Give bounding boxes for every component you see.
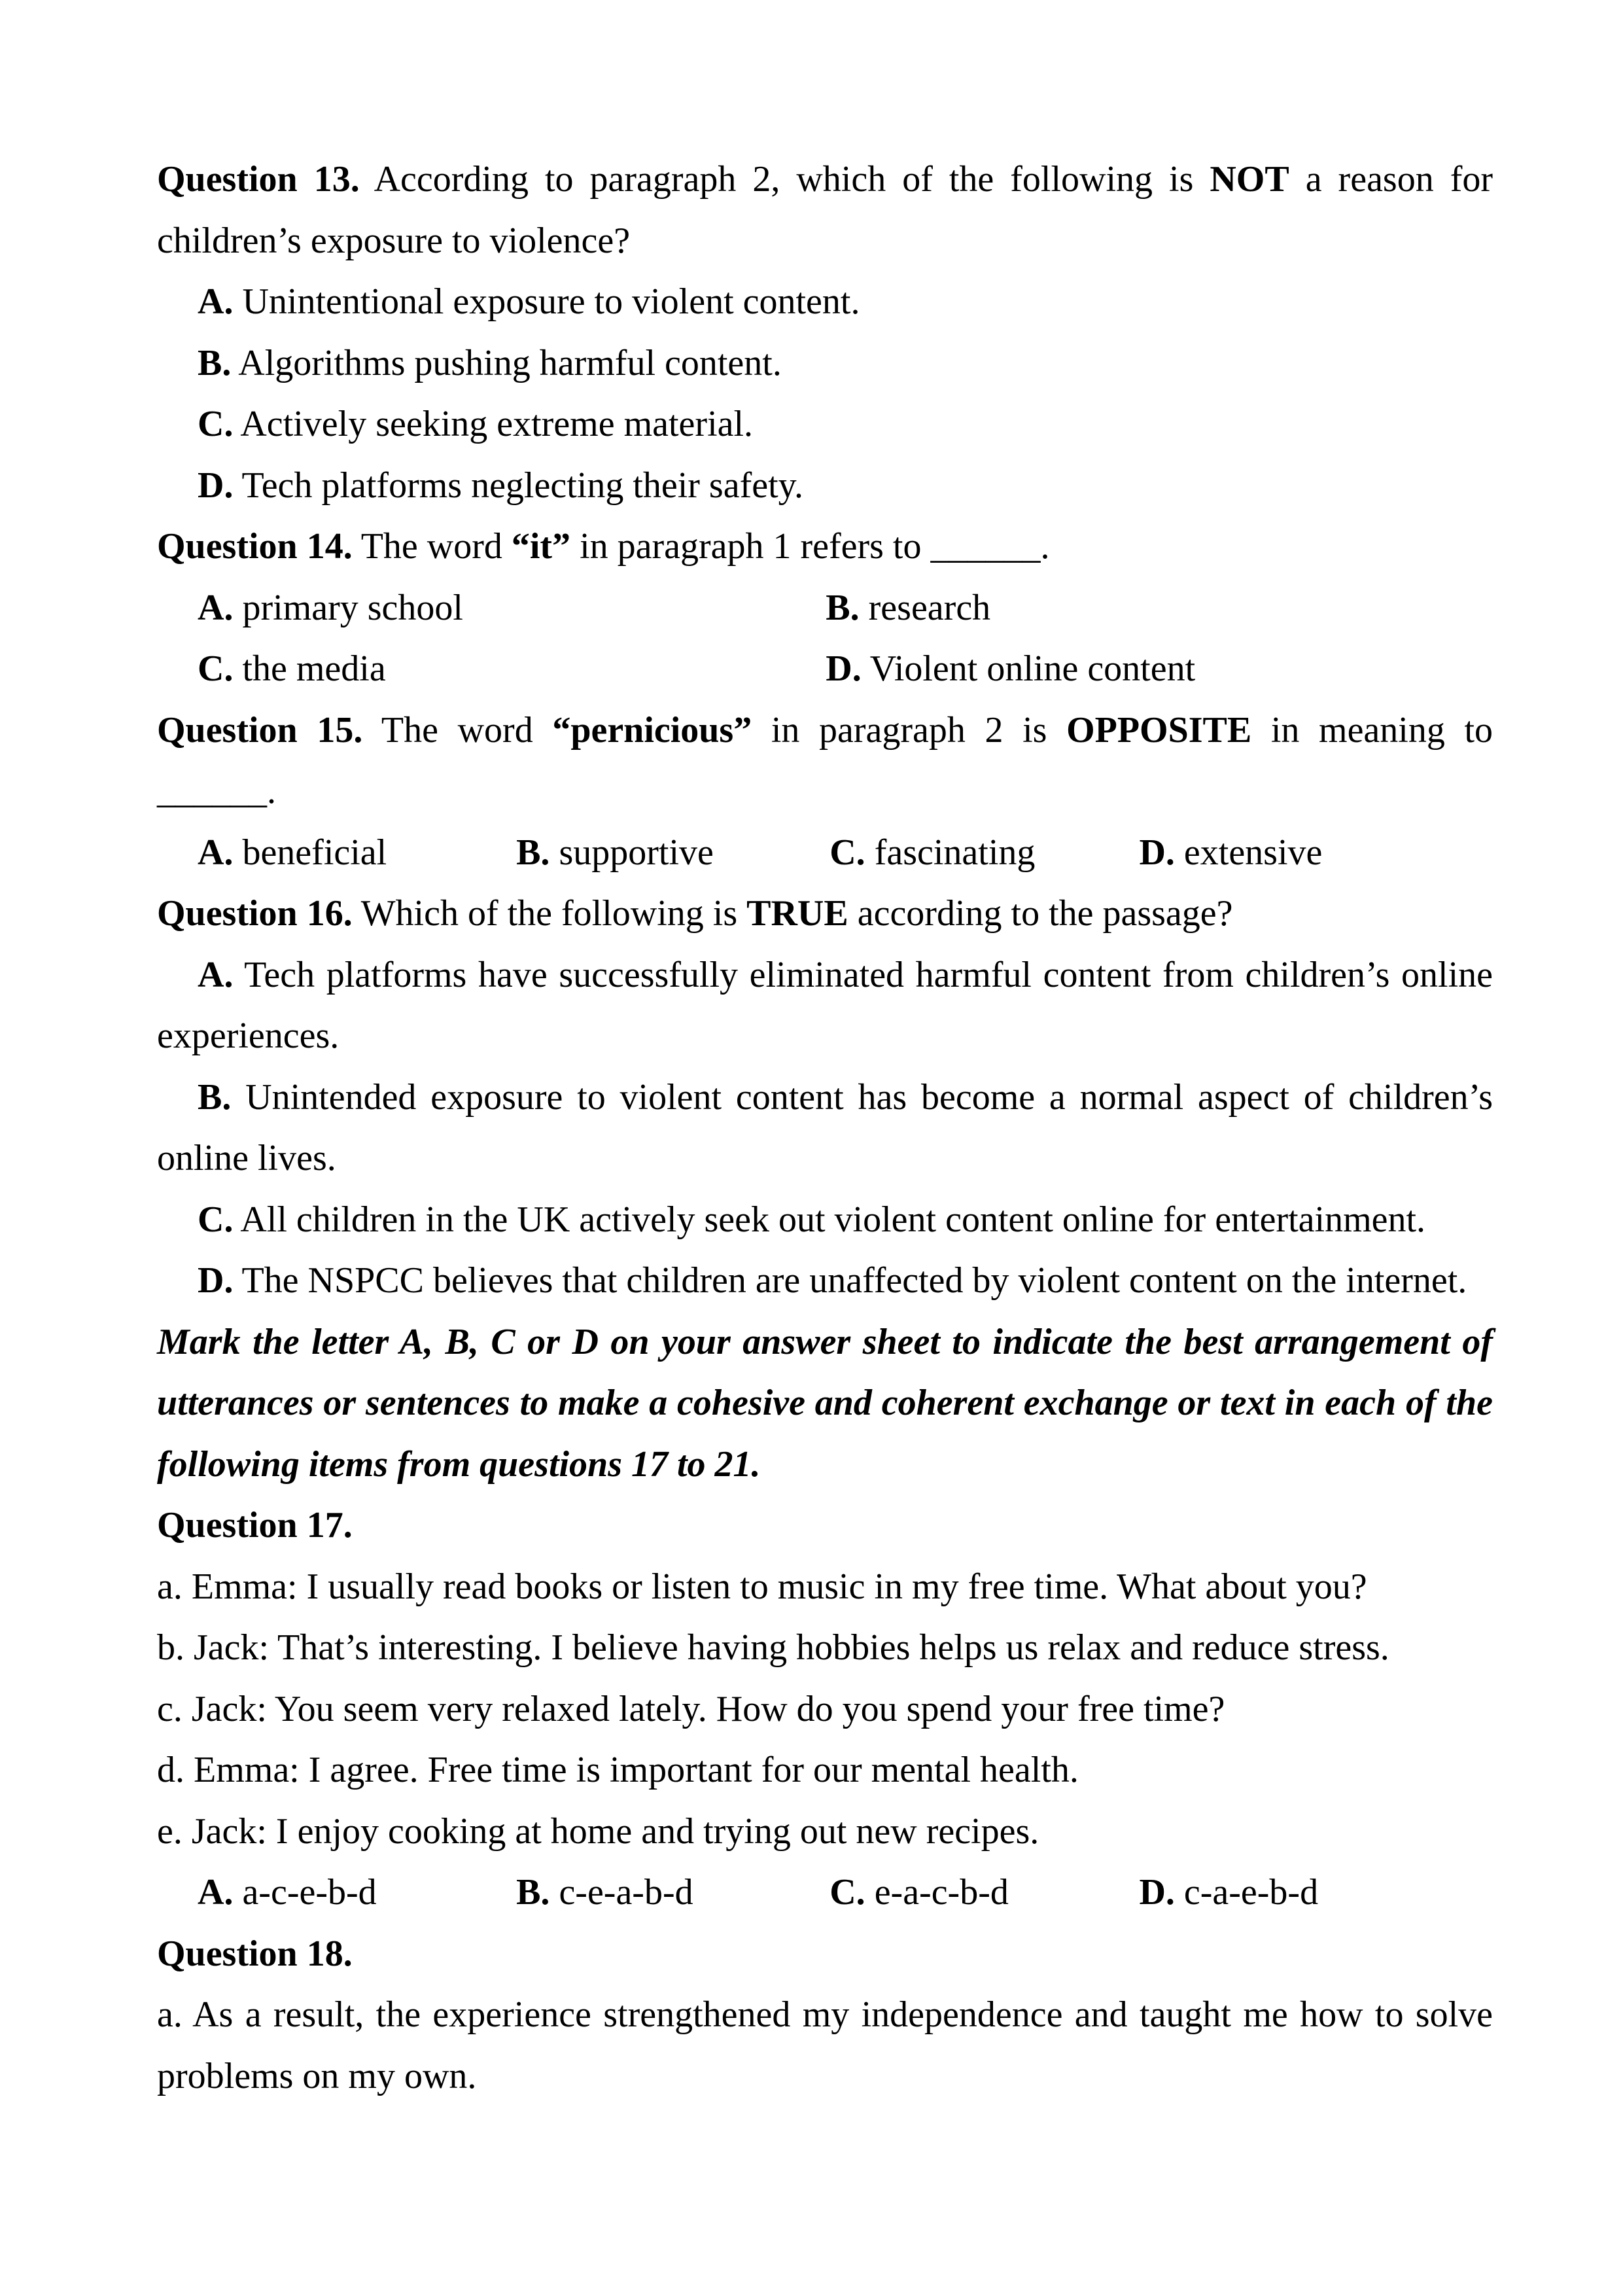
- question-15-text: The word: [362, 709, 553, 751]
- question-14-text-tail: in paragraph 1 refers to ______.: [570, 526, 1050, 567]
- question-15-option-d: [1139, 822, 1493, 884]
- option-letter: C.: [198, 1199, 234, 1240]
- question-17-utterance-b: b. Jack: That’s interesting. I believe having hobbies helps us relax and reduce stress.: [157, 1627, 1389, 1668]
- question-13-option-d: [157, 455, 1493, 517]
- question-17-option-b: [516, 1862, 829, 1924]
- option-text: supportive: [550, 832, 714, 873]
- question-14-label: Question 14.: [157, 526, 353, 567]
- question-13-option-c: [157, 394, 1493, 455]
- question-18-label: [157, 1924, 1493, 1985]
- option-letter: D.: [826, 648, 862, 689]
- question-15-option-b: [516, 822, 829, 884]
- question-14-option-a: [198, 578, 826, 639]
- option-letter: A.: [198, 281, 234, 322]
- option-letter: B.: [516, 1872, 550, 1913]
- option-text: extensive: [1174, 832, 1323, 873]
- question-16-label: Question 16.: [157, 893, 353, 934]
- option-letter: C.: [198, 648, 234, 689]
- question-16-option-b: [157, 1067, 1493, 1190]
- question-15-option-a: [198, 822, 516, 884]
- option-text: The NSPCC believes that children are unaffected by violent content on the internet.: [233, 1260, 1467, 1301]
- question-13-prompt: [157, 149, 1493, 272]
- question-17-option-c: [829, 1862, 1139, 1924]
- option-letter: A.: [198, 954, 234, 995]
- question-16-text: Which of the following is: [352, 893, 747, 934]
- option-text: e-a-c-b-d: [865, 1872, 1009, 1913]
- section-instruction: Mark the letter A, B, C or D on your answer sheet to indicate the best arrangement of utterances or sentences to make a cohesive and coherent exchange or text in each of the following items from questions 17 to 21.: [157, 1321, 1493, 1485]
- option-letter: B.: [198, 1076, 232, 1118]
- option-text: Unintended exposure to violent content has become a normal aspect of children’s online lives.: [157, 1076, 1493, 1178]
- question-15-options-row: [198, 822, 1493, 884]
- option-text: Algorithms pushing harmful content.: [231, 342, 782, 383]
- option-text: Tech platforms have successfully eliminated harmful content from children’s online experiences.: [157, 954, 1493, 1056]
- page-content: [157, 149, 1493, 2107]
- question-15-text-mid: in paragraph 2 is: [752, 709, 1067, 751]
- question-label: Question 17.: [157, 1505, 353, 1545]
- option-letter: C.: [829, 1872, 865, 1913]
- question-14-option-d: [826, 639, 1493, 700]
- question-14-options-row-1: [198, 578, 1493, 639]
- question-14-bold-word: “it”: [511, 526, 571, 567]
- question-label: Question 18.: [157, 1933, 353, 1974]
- question-15-prompt: [157, 700, 1493, 822]
- option-text: Violent online content: [861, 648, 1196, 689]
- question-14-option-b: [826, 578, 1493, 639]
- option-text: fascinating: [865, 832, 1036, 873]
- question-13-bold-word: NOT: [1210, 159, 1289, 200]
- question-14-option-c: [198, 639, 826, 700]
- option-letter: A.: [198, 587, 234, 628]
- option-letter: B.: [198, 342, 232, 383]
- question-14-text: The word: [352, 526, 512, 567]
- option-text: c-a-e-b-d: [1174, 1872, 1319, 1913]
- option-letter: A.: [198, 1872, 234, 1913]
- option-letter: D.: [1139, 832, 1175, 873]
- question-13-option-a: [157, 272, 1493, 333]
- option-text: research: [859, 587, 991, 628]
- question-15-option-c: [829, 822, 1139, 884]
- question-17-option-a: [198, 1862, 516, 1924]
- option-letter: C.: [198, 404, 234, 444]
- option-letter: D.: [198, 1260, 234, 1301]
- question-17-utterance-e: e. Jack: I enjoy cooking at home and trying out new recipes.: [157, 1810, 1039, 1852]
- option-letter: B.: [826, 587, 860, 628]
- question-13-option-b: [157, 333, 1493, 395]
- option-text: Unintentional exposure to violent content.: [233, 281, 860, 322]
- question-16-option-c: [157, 1190, 1493, 1251]
- question-16-prompt: [157, 883, 1493, 945]
- question-13-text: According to paragraph 2, which of the following is: [359, 159, 1210, 200]
- question-15-text-tail: in meaning to ______.: [157, 709, 1493, 811]
- question-14-options-row-2: [198, 639, 1493, 700]
- option-text: All children in the UK actively seek out violent content online for entertainment.: [233, 1199, 1426, 1240]
- option-text: primary school: [233, 587, 463, 628]
- question-17-label: [157, 1495, 1493, 1557]
- question-15-label: Question 15.: [157, 709, 363, 751]
- question-14-prompt: [157, 516, 1493, 578]
- option-text: the media: [233, 648, 386, 689]
- option-letter: B.: [516, 832, 550, 873]
- question-17-utterance-c: c. Jack: You seem very relaxed lately. How do you spend your free time?: [157, 1688, 1225, 1729]
- option-text: Tech platforms neglecting their safety.: [233, 465, 804, 506]
- question-16-text-tail: according to the passage?: [848, 893, 1233, 934]
- option-text: a-c-e-b-d: [233, 1872, 377, 1913]
- question-13-text-tail: a reason for children’s exposure to violence?: [157, 159, 1493, 261]
- option-letter: D.: [1139, 1872, 1175, 1913]
- question-15-bold-word: “pernicious”: [552, 709, 752, 751]
- question-17-options-row: [198, 1862, 1493, 1924]
- question-17-utterance-a: a. Emma: I usually read books or listen to music in my free time. What about you?: [157, 1566, 1367, 1607]
- question-17-utterance-d: d. Emma: I agree. Free time is important for our mental health.: [157, 1750, 1079, 1790]
- question-18-sentence-a: a. As a result, the experience strengthened my independence and taught me how to solve problems on my own.: [157, 1994, 1493, 2096]
- question-16-option-d: [157, 1250, 1493, 1312]
- question-13-label: Question 13.: [157, 159, 360, 200]
- option-letter: C.: [829, 832, 865, 873]
- option-letter: D.: [198, 465, 234, 506]
- question-16-bold-word: TRUE: [746, 893, 848, 934]
- question-16-option-a: [157, 945, 1493, 1067]
- question-15-bold-opposite: OPPOSITE: [1066, 709, 1252, 751]
- option-text: beneficial: [233, 832, 387, 873]
- option-text: Actively seeking extreme material.: [233, 404, 754, 444]
- option-letter: A.: [198, 832, 234, 873]
- option-text: c-e-a-b-d: [550, 1872, 693, 1913]
- question-17-option-d: [1139, 1862, 1493, 1924]
